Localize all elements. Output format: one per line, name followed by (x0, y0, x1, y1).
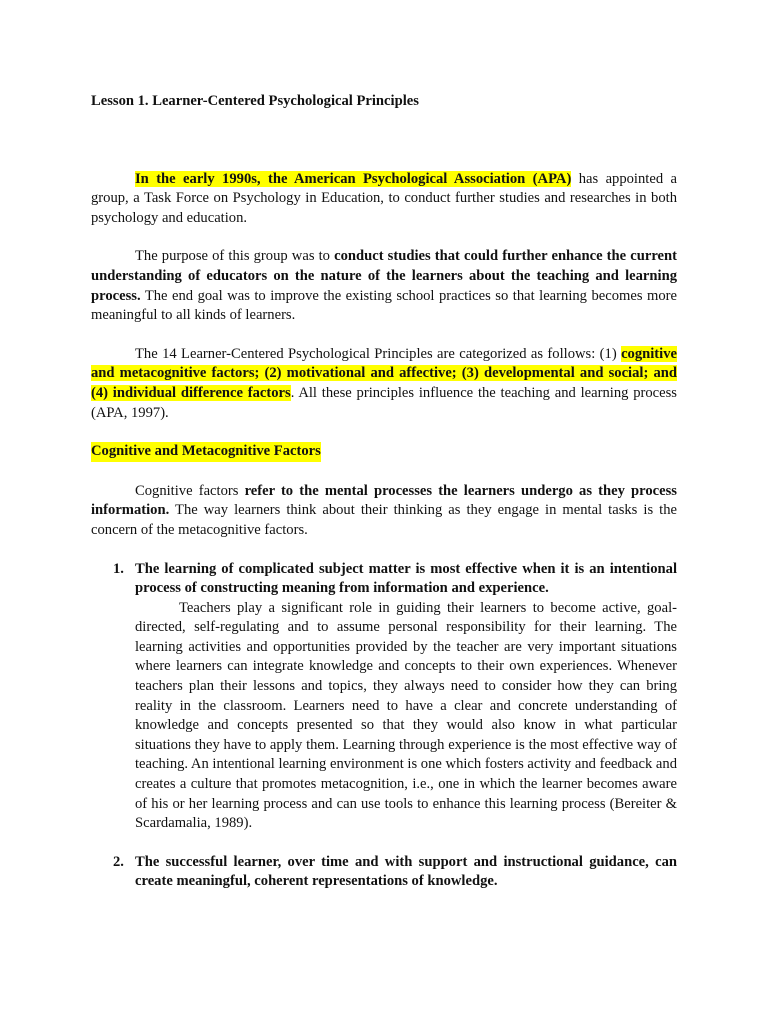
list-item-body: Teachers play a significant role in guiding their learners to become active, goal-directed, self-regulating and to assume personal responsibility for their learning. The learning activities and opportunities provided by the teacher are very important situations where learners can integrate knowledge and concepts to their own experiences. Whenever teachers plan their lessons and topics, they always need to consider how they can bring reality in the classroom. Learners need to have a clear and concrete understanding of knowledge and concepts presented so that they would also know in what particular situations they have to apply them. Learning through experience is the most effective way of teaching. An intentional learning environment is one which fosters activity and feedback and creates a culture that promotes metacognition, i.e., one in which the learner becomes aware of his or her learning process and can use tools to enhance this learning process (Bereiter & Scardamalia, 1989). (135, 599, 677, 832)
document-body (91, 92, 677, 892)
paragraph-cognitive-rest: The way learners think about their thinking as they engage in mental tasks is the concern of the metacognitive factors. (91, 502, 677, 538)
paragraph-cognitive-factors (91, 482, 677, 541)
paragraph-categories (91, 345, 677, 423)
paragraph-categories-lead: The 14 Learner-Centered Psychological Principles are categorized as follows: (1) (135, 345, 622, 362)
paragraph-apa-intro-text: has appointed a group, a Task Force on Psychology in Education, to conduct further studies and researches in both psychology and education. (91, 170, 677, 226)
paragraph-purpose-lead: The purpose of this group was to (135, 248, 335, 265)
highlight-categories: cognitive and metacognitive factors; (2) motivational and affective; (3) developmental and social; and (4) individual difference factors (91, 345, 677, 401)
list-item-heading: The learning of complicated subject matter is most effective when it is an intentional process of constructing meaning from information and experience. (135, 560, 677, 597)
list-item (91, 853, 677, 892)
lesson-title: Lesson 1. Learner-Centered Psychological Principles (91, 93, 419, 109)
section-heading-cognitive: Cognitive and Metacognitive Factors (91, 442, 321, 462)
paragraph-purpose (91, 247, 677, 325)
paragraph-apa-intro (91, 170, 677, 229)
paragraph-purpose-rest: The end goal was to improve the existing school practices so that learning becomes more meaningful to all kinds of learners. (91, 287, 677, 324)
list-item-number: 2. (113, 853, 124, 870)
principles-list (91, 560, 677, 893)
highlight-apa: In the early 1990s, the American Psychological Association (APA) (135, 170, 572, 187)
paragraph-cognitive-lead: Cognitive factors (135, 482, 245, 499)
list-item-number: 1. (113, 560, 124, 577)
list-item-heading: The successful learner, over time and with support and instructional guidance, can create meaningful, coherent representations of knowledge. (135, 853, 677, 890)
paragraph-categories-rest: . All these principles influence the teaching and learning process (APA, 1997). (91, 384, 677, 421)
paragraph-purpose-bold: conduct studies that could further enhance the current understanding of educators on the nature of the learners about the teaching and learning process. (91, 248, 677, 304)
list-item (91, 560, 677, 834)
paragraph-cognitive-bold: refer to the mental processes the learners undergo as they process information. (91, 482, 677, 519)
